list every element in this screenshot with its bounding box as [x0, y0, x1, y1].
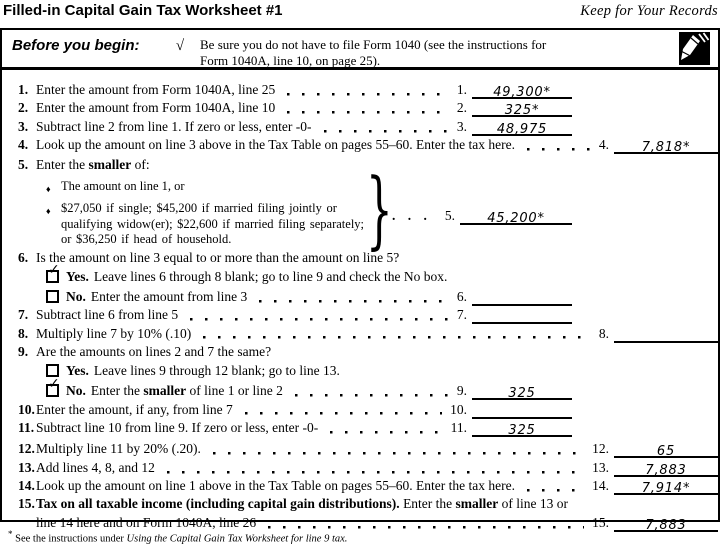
- line-text: Multiply line 7 by 10% (.10): [36, 325, 192, 341]
- worksheet-line-6: [10, 250, 718, 268]
- page-title: Filled-in Capital Gain Tax Worksheet #1: [3, 2, 283, 19]
- line-text: Look up the amount on line 1 above in the Tax Table on pages 55–60. Enter the tax here.: [36, 478, 515, 494]
- worksheet-line-8: [10, 326, 718, 344]
- line-number: 1.: [18, 82, 29, 97]
- line-number: 11.: [18, 419, 35, 435]
- option-rest: Enter the: [90, 382, 144, 398]
- entry-line[interactable]: [460, 208, 572, 225]
- dot-leader: [259, 288, 449, 308]
- dot-leader: [190, 307, 449, 325]
- option-text: [66, 383, 283, 399]
- bullet-text-line2: qualifying widow(er); $22,600 if married filing separately;: [61, 216, 365, 231]
- entry-value: 48,975: [496, 121, 548, 137]
- option-rest: of line 1 or line 2: [186, 382, 283, 398]
- line-number: 6.: [18, 249, 29, 265]
- entry-value: 325: [508, 422, 536, 438]
- entry-label: 15.: [592, 514, 609, 530]
- worksheet-line-3: [10, 119, 718, 137]
- worksheet-line-12: [10, 441, 718, 459]
- line-text: Enter the amount from Form 1040A, line 10: [36, 100, 276, 116]
- option-text: [66, 289, 247, 305]
- line-number: 4.: [18, 137, 29, 153]
- brace-glyph: }: [366, 159, 393, 258]
- option-bold-smaller: smaller: [143, 382, 187, 398]
- entry-field-5: [392, 208, 572, 225]
- line-text: Look up the amount on line 3 above in the Tax Table on pages 55–60. Enter the tax here.: [36, 137, 515, 153]
- entry-value: 65: [656, 444, 676, 460]
- option-bold: Yes.: [66, 268, 89, 284]
- entry-line[interactable]: [472, 402, 572, 419]
- no-checkbox[interactable]: [46, 290, 59, 303]
- bullet-item-1: [46, 179, 381, 198]
- dot-leader: [295, 382, 449, 402]
- entry-field-11: [451, 420, 572, 437]
- entry-value: 325*: [504, 103, 540, 119]
- option-text: [66, 363, 340, 379]
- option-bold: Yes.: [66, 363, 89, 379]
- line-text: Subtract line 2 from line 1. If zero or less, enter -0-: [36, 118, 312, 134]
- bullet-text: The amount on line 1, or: [61, 178, 185, 193]
- dot-leader: . . .: [392, 207, 427, 223]
- dot-leader: [527, 137, 591, 155]
- intro-text-line2: Form 1040A, line 10, on page 25).: [200, 52, 381, 68]
- entry-field-12: [592, 441, 718, 458]
- option-rest: Enter the amount from line 3: [90, 288, 248, 304]
- text-bold-smaller: smaller: [455, 496, 499, 512]
- worksheet-line-11: [10, 420, 718, 438]
- entry-line[interactable]: [472, 420, 572, 437]
- dot-leader: [527, 478, 584, 496]
- line-number: 3.: [18, 118, 29, 134]
- entry-field-9: [457, 383, 572, 400]
- footnote-text: See the instructions under: [15, 533, 127, 545]
- dot-leader: [245, 402, 442, 420]
- worksheet-line-14: [10, 478, 718, 496]
- entry-field-6: [457, 289, 572, 306]
- line-text: Subtract line 10 from line 9. If zero or less, enter -0-: [36, 419, 319, 435]
- line-text: line 14 here and on Form 1040A, line 26: [36, 514, 257, 530]
- footnote: [8, 529, 347, 545]
- option-text: [66, 269, 447, 285]
- entry-label: 8.: [598, 325, 609, 341]
- bullet-text: [61, 201, 381, 248]
- worksheet-line-15: [10, 496, 718, 514]
- worksheet-line-2: [10, 100, 718, 118]
- dot-leader: [213, 441, 584, 459]
- entry-label: 10.: [450, 401, 467, 417]
- dot-leader: [324, 119, 449, 137]
- intro-text-line1: Be sure you do not have to file Form 1040 (see the instructions for: [200, 37, 547, 52]
- bullet-item-2: [46, 201, 381, 248]
- line-number: 13.: [18, 459, 35, 475]
- entry-line[interactable]: [614, 137, 718, 154]
- line-text: [36, 157, 150, 173]
- line-text: Multiply line 11 by 20% (.20).: [36, 441, 201, 457]
- entry-line[interactable]: [472, 307, 572, 324]
- entry-label: 6.: [456, 288, 467, 304]
- entry-field-1: [457, 82, 572, 99]
- worksheet-line-1: [10, 82, 718, 100]
- text-segment: of line 13 or: [498, 496, 569, 512]
- line-number: 10.: [18, 401, 35, 417]
- bullet-text-line1: $27,050 if single; $45,200 if married filing jointly or: [61, 201, 337, 216]
- entry-label: 12.: [592, 441, 609, 457]
- option-rest: Leave lines 6 through 8 blank; go to line 9 and check the No box.: [93, 268, 448, 284]
- entry-field-2: [457, 100, 572, 117]
- text-bold: Tax on all taxable income (including capital gain distributions).: [36, 496, 400, 512]
- entry-line[interactable]: [614, 515, 718, 532]
- entry-label: 3.: [456, 118, 467, 134]
- footnote-star: *: [8, 529, 13, 539]
- checkmark-icon: ✓: [48, 261, 60, 278]
- line-question: Are the amounts on lines 2 and 7 the same?: [36, 343, 272, 359]
- entry-line[interactable]: [614, 478, 718, 495]
- entry-label: 11.: [450, 419, 467, 435]
- pencil-icon: [679, 32, 710, 65]
- entry-label: 13.: [592, 459, 609, 475]
- text-segment: Enter the: [36, 156, 89, 172]
- dot-leader: [287, 82, 449, 100]
- line-question: Is the amount on line 3 equal to or more than the amount on line 5?: [36, 249, 400, 265]
- entry-field-4: [599, 137, 718, 154]
- line-6-no-option: [10, 288, 718, 308]
- bullet-icon: ♦: [46, 206, 51, 217]
- checkmark-icon: ✓: [48, 375, 60, 392]
- line-number: 7.: [18, 307, 29, 323]
- line-number: 5.: [18, 156, 29, 172]
- line-number: 14.: [18, 478, 35, 494]
- entry-value: 7,818*: [641, 140, 691, 156]
- entry-line[interactable]: [472, 289, 572, 306]
- worksheet-box: [0, 28, 720, 533]
- entry-value: 325: [508, 385, 536, 401]
- entry-field-15: [592, 515, 718, 532]
- title-bar: [0, 2, 721, 20]
- line-9-yes-option: [10, 362, 718, 382]
- before-you-begin-text: [200, 37, 600, 68]
- line-text: Enter the amount, if any, from line 7: [36, 401, 233, 417]
- dot-leader: [203, 326, 591, 344]
- yes-checkbox[interactable]: [46, 261, 60, 283]
- checkmark-icon: √: [175, 38, 185, 54]
- line-number: 9.: [18, 343, 29, 359]
- line-text: Add lines 4, 8, and 12: [36, 459, 155, 475]
- no-checkbox[interactable]: [46, 375, 60, 397]
- line-number: 15.: [18, 496, 35, 512]
- entry-field-13: [592, 460, 718, 477]
- line-5-header: [10, 157, 718, 175]
- entry-value: 7,914*: [641, 481, 691, 497]
- bullet-icon: ♦: [46, 183, 51, 194]
- entry-field-14: [592, 478, 718, 495]
- entry-label: 9.: [456, 382, 467, 398]
- entry-line[interactable]: [472, 383, 572, 400]
- entry-label: 5.: [444, 207, 455, 223]
- entry-line[interactable]: [614, 460, 718, 477]
- before-you-begin-section: [2, 30, 718, 70]
- dot-leader: [330, 420, 442, 438]
- entry-value: 49,300*: [493, 85, 551, 100]
- option-bold: No.: [66, 288, 86, 304]
- line-number: 12.: [18, 441, 35, 457]
- line-6-yes-option: [10, 261, 718, 288]
- option-rest: Leave lines 9 through 12 blank; go to line 13.: [93, 363, 340, 379]
- footnote-italic: Using the Capital Gain Tax Worksheet for line 9 tax.: [126, 533, 348, 545]
- line-number: 2.: [18, 100, 29, 116]
- entry-field-7: [457, 307, 572, 324]
- entry-label: 2.: [456, 100, 467, 116]
- worksheet-lines: [2, 78, 721, 533]
- worksheet-line-13: [10, 460, 718, 478]
- entry-field-10: [450, 402, 572, 419]
- worksheet-line-7: [10, 307, 718, 325]
- entry-field-3: [457, 119, 572, 136]
- keep-for-records-tagline: Keep for Your Records: [580, 3, 718, 19]
- text-segment: Enter the: [399, 496, 456, 512]
- entry-value: 7,883: [645, 462, 687, 478]
- entry-line[interactable]: [472, 82, 572, 99]
- line-text: Enter the amount from Form 1040A, line 25: [36, 82, 276, 97]
- entry-line[interactable]: [614, 326, 718, 343]
- line-9-no-option: [10, 375, 718, 402]
- entry-label: 14.: [592, 478, 609, 494]
- entry-label: 1.: [456, 82, 467, 97]
- option-bold: No.: [66, 382, 86, 398]
- entry-line[interactable]: [472, 119, 572, 136]
- bullet-text-line3: or $36,250 if head of household.: [61, 232, 232, 247]
- entry-field-8: [599, 326, 718, 343]
- line-text: [36, 496, 568, 512]
- entry-line[interactable]: [472, 100, 572, 117]
- line-5-options: [46, 179, 381, 248]
- worksheet-line-10: [10, 402, 718, 420]
- before-you-begin-label: Before you begin:: [12, 37, 140, 54]
- worksheet-line-4: [10, 137, 718, 155]
- dot-leader: [287, 100, 449, 118]
- entry-value: 45,200*: [487, 210, 545, 226]
- entry-label: 7.: [456, 307, 467, 323]
- line-number: 8.: [18, 325, 29, 341]
- dot-leader: [167, 460, 584, 478]
- text-bold: smaller: [88, 156, 132, 172]
- entry-value: 7,883: [645, 517, 687, 533]
- entry-label: 4.: [598, 137, 609, 153]
- entry-line[interactable]: [614, 441, 718, 458]
- worksheet-line-9: [10, 344, 718, 362]
- text-segment: of:: [131, 156, 150, 172]
- line-text: Subtract line 6 from line 5: [36, 307, 179, 323]
